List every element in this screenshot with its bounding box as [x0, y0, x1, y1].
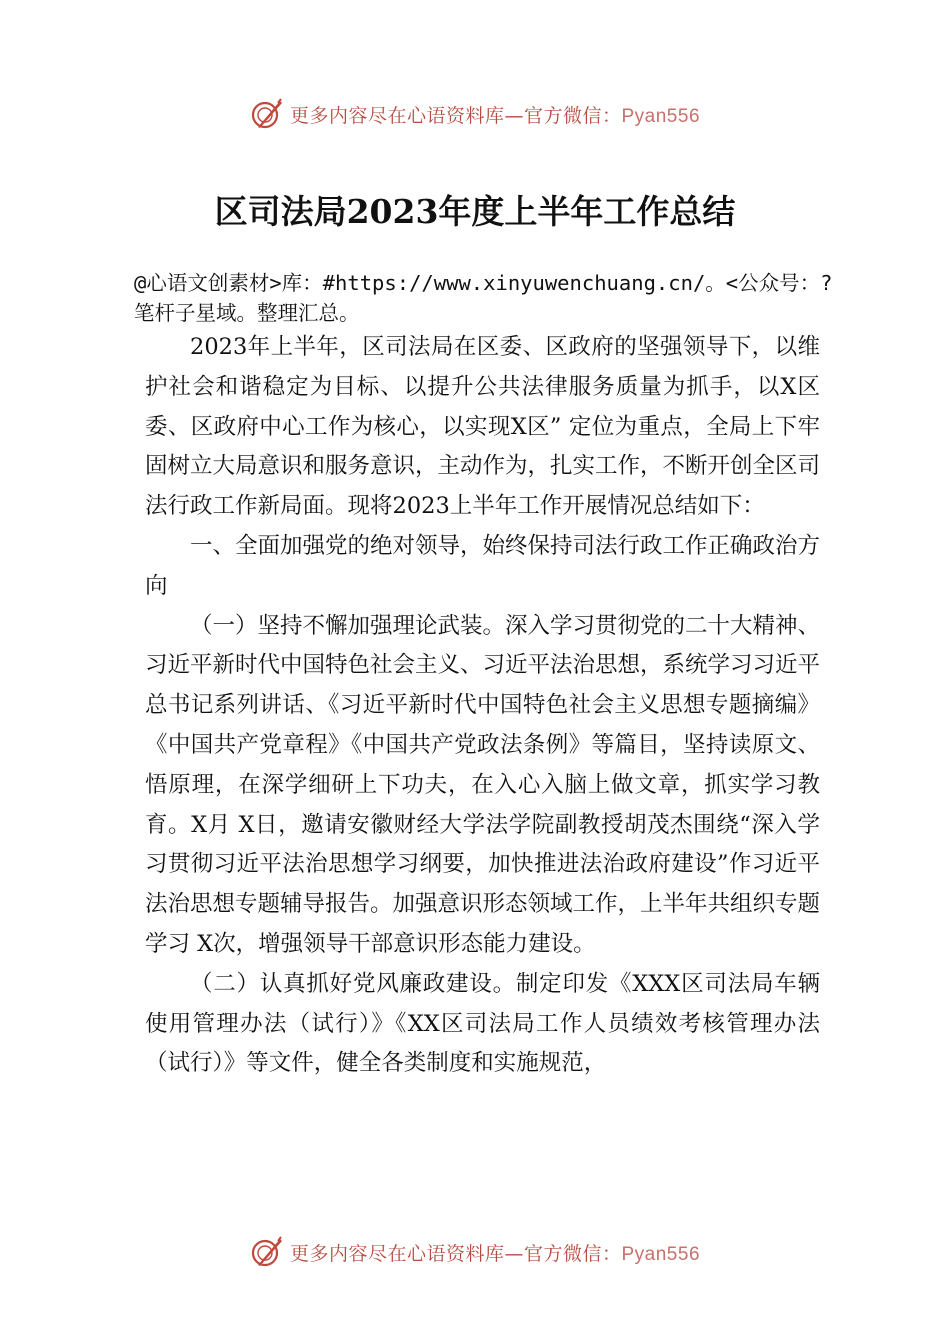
document-title: 区司法局2023年度上半年工作总结 [214, 192, 736, 231]
footer-banner [0, 1232, 950, 1272]
paragraph-intro: 2023年上半年，区司法局在区委、区政府的坚强领导下，以维护社会和谐稳定为目标、以提升公共法律服务质量为抓手，以X区委、区政府中心工作为核心，以实现X区” 定位为重点，全局上下牢固树立大局意识和服务意识，主动作为，扎实工作，不断开创全区司法行政工作新局面。现将2023上半年工作开展情况总结如下： [145, 334, 821, 520]
pen-seal-logo-icon [250, 97, 284, 131]
section-heading-1: 一、全面加强党的绝对领导，始终保持司法行政工作正确政治方向 [145, 532, 821, 599]
header-banner [0, 94, 950, 134]
footer-wechat-id: Pyan556 [621, 1243, 701, 1265]
header-banner-text: 更多内容尽在心语资料库—官方微信：Pyan556 [289, 104, 701, 127]
paragraph-theory: （一）坚持不懈加强理论武装。深入学习贯彻党的二十大精神、习近平新时代中国特色社会主义、习近平法治思想，系统学习习近平总书记系列讲话、《习近平新时代中国特色社会主义思想专题摘编》《中国共产党章程》《中国共产党政法条例》等篇目，坚持读原文、悟原理，在深学细研上下功夫，在入心入脑上做文章，抓实学习教育。X月 X日，邀请安徽财经大学法学院副教授胡茂杰围绕“深入学习贯彻习近平法治思想学习纲要，加快推进法治政府建设”作习近平法治思想专题辅导报告。加强意识形态领域工作，上半年共组织专题学习 X次，增强领导干部意识形态能力建设。 [145, 612, 821, 957]
footer-banner-text: 更多内容尽在心语资料库—官方微信：Pyan556 [289, 1242, 701, 1265]
pen-seal-logo-icon [250, 1235, 284, 1269]
document-body [145, 328, 820, 1084]
header-wechat-id: Pyan556 [621, 105, 701, 127]
source-note: @心语文创素材>库：#https://www.xinyuwenchuang.cn/。<公众号：?笔杆子星域。整理汇总。 [134, 271, 833, 325]
paragraph-integrity: （二）认真抓好党风廉政建设。制定印发《XXX区司法局车辆使用管理办法（试行）》《XX区司法局工作人员绩效考核管理办法（试行）》等文件，健全各类制度和实施规范， [145, 970, 820, 1077]
